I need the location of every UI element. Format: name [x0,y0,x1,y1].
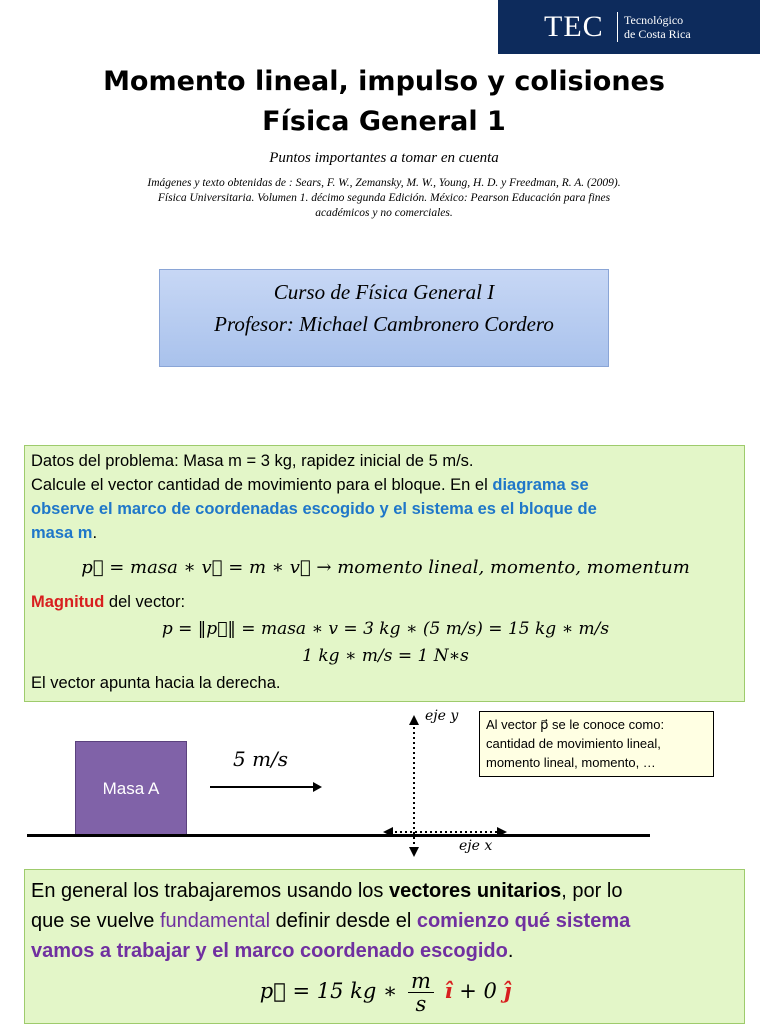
magnitude-rest: del vector: [104,593,186,611]
logo-line1: Tecnológico [624,13,684,27]
y-axis-arrow-down [409,847,419,857]
callout-line3: momento lineal, momento, … [486,755,656,770]
logo-line2: de Costa Rica [624,27,691,41]
y-axis-arrow-up [409,715,419,725]
eq-fraction-den: s [415,992,427,1016]
summary-text2: , por lo [561,880,623,902]
course-name: Curso de Física General I [273,280,495,304]
problem-statement-text: Calcule el vector cantidad de movimiento para el bloque. En el [31,476,493,494]
professor-name: Profesor: Michael Cambronero Cordero [214,312,554,336]
mass-block: Masa A [75,741,187,835]
summary-text4: definir desde el [270,910,417,932]
source-line3: académicos y no comerciales. [315,207,453,219]
speed-label: 5 m/s [233,747,289,771]
page-subtitle-title: Física General 1 [262,106,506,137]
callout-line2: cantidad de movimiento lineal, [486,736,661,751]
summary-line3 [31,936,738,966]
callout-note [479,711,714,777]
subtitle: Puntos importantes a tomar en cuenta [269,150,499,166]
source-line2: Física Universitaria. Volumen 1. décimo segunda Edición. México: Pearson Educación para fines [157,192,611,204]
unit-vector-equation [25,970,746,1015]
problem-data-line: Datos del problema: Masa m = 3 kg, rapidez inicial de 5 m/s. [31,452,474,470]
summary-line1 [31,876,738,906]
summary-text1: En general los trabajaremos usando los [31,880,389,902]
mass-highlight: masa m [31,524,93,542]
summary-line2 [31,906,738,936]
unit-equation: 1 kg ∗ m/s = 1 N∗s [302,646,469,666]
unit-j-icon: ĵ [503,978,512,1003]
frame-highlight: vamos a trabajar y el marco coordenado escogido [31,940,508,962]
source-line1: Imágenes y texto obtenidas de : Sears, F. W., Zemansky, M. W., Young, H. D. y Freedman, R. A. (2009). [147,177,621,189]
summary-period: . [507,940,514,962]
x-axis-label: eje x [459,838,493,854]
callout-line1: Al vector p⃗ se le conoce como: [486,717,665,732]
mass-period: . [92,524,98,542]
unit-i-icon: î [444,978,453,1003]
problem-highlight-line: observe el marco de coordenadas escogido y el sistema es el bloque de [31,500,597,518]
magnitude-equation: p = ‖p⃗‖ = masa ∗ v = 3 kg ∗ (5 m/s) = 15 kg ∗ m/s [161,619,610,639]
unit-vectors-highlight: vectores unitarios [389,880,562,902]
momentum-equation: p⃗ = masa ∗ v⃗ = m ∗ v⃗ → momento lineal, momento, momentum [81,557,690,578]
eq-fraction [408,970,434,1015]
page-title: Momento lineal, impulso y colisiones [103,66,665,97]
summary-text3: que se vuelve [31,910,160,932]
fundamental-highlight: fundamental [159,910,271,932]
eq-mid: + 0 [459,979,497,1003]
x-axis-arrow-right [497,827,507,837]
magnitude-word: Magnitud [31,593,105,611]
logo-main: TEC [544,10,604,43]
y-axis-label: eje y [425,708,459,724]
diagram-highlight: diagrama se [492,476,589,494]
direction-conclusion: El vector apunta hacia la derecha. [31,674,281,692]
system-highlight: comienzo qué sistema [416,910,631,932]
eq-fraction-num: m [408,970,434,993]
x-axis-arrow-left [383,827,393,837]
summary-box [24,869,745,1024]
eq-left: p⃗ = 15 kg ∗ [259,979,398,1003]
